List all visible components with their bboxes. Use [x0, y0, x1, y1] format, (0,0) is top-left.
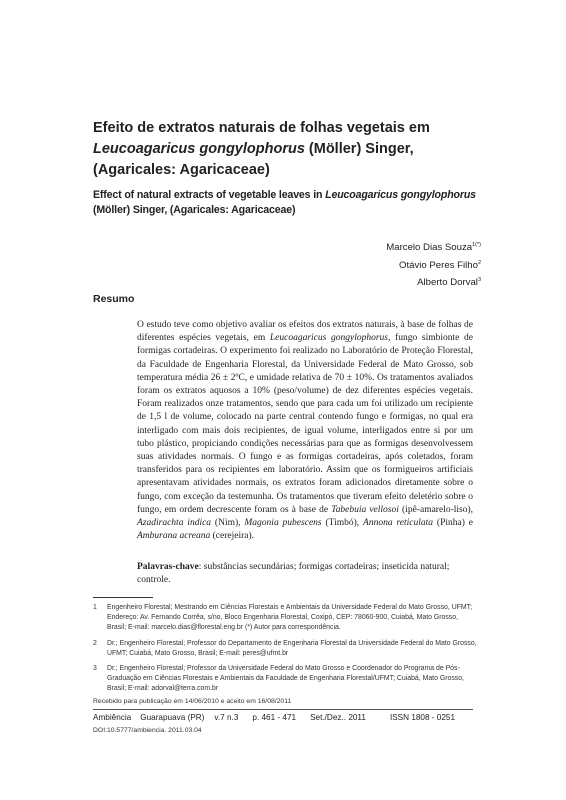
footnote-item [93, 603, 478, 634]
species-name: Tabebuia vellosoi [331, 504, 399, 515]
received-date-note: Recebido para publicação em 14/06/2010 e aceito em 16/08/2011 [93, 698, 292, 705]
footnote-item [93, 664, 478, 695]
footnote-text: Dr.; Engenheiro Florestal; Professor do Departamento de Engenharia Florestal da Universidade Federal do Mato Grosso, UFMT; Cuiabá, Mato Grosso, Brasil; E-mail: peres@ufmt.br [107, 639, 477, 657]
footnote-text: Dr.; Engenheiro Florestal; Professor da Universidade Federal do Mato Grosso e Coordenador do Programa de Pós-Graduação em Ciências Florestais e Ambientais da Faculdade de Engenharia Florestal/UFMT; Cuiabá, Mato Grosso, Brasil; E-mail: adorval@terra.com.br [107, 665, 464, 693]
footnote-number: 1 [93, 604, 97, 611]
species-name: Magonia pubescens [244, 518, 322, 529]
section-heading-resumo: Resumo [93, 293, 135, 305]
footnote-number: 2 [93, 639, 97, 647]
author-affiliation-mark: 1(*) [472, 242, 481, 248]
footer-divider [93, 709, 473, 710]
journal-citation-bar [93, 713, 473, 722]
author-list [261, 238, 481, 291]
footnote-text: Engenheiro Florestal; Mestrando em Ciências Florestais e Ambientais da Universidade Federal do Mato Grosso, UFMT; Endereço: Av. Fernando Corrêa, s/no, Bloco Engenharia Florestal, Coxipó, CEP: 78060-900, Cuiabá, Mato Grosso, Brasil; E-mail: marcelo.dias@florestal.eng.br (*) Autor para correspondência. [107, 604, 472, 632]
title-pt-part1: Efeito de extratos naturais de folhas vegetais em [93, 120, 430, 136]
keywords-list: : substâncias secundárias; formigas cortadeiras; inseticida natural; controle. [137, 562, 450, 586]
author-item: Alberto Dorval$^3$ [417, 277, 481, 288]
journal-pages: p. 461 - 471 [252, 713, 297, 722]
author-item: Marcelo Dias Souza$^{1(*)}$ [386, 242, 481, 253]
title-en-part1: Effect of natural extracts of vegetable leaves in [93, 189, 326, 201]
author-affiliation-mark: 2 [477, 259, 481, 266]
abstract-body: O estudo teve como objetivo avaliar os efeitos dos extratos naturais, à base de folhas de diferentes espécies vegetais, em Leucoagaricus gongylophorus, fungo simbionte de formigas cortadeiras. O experimento foi realizado no Laboratório de Proteção Florestal, da Faculdade de Engenharia Florestal, da Universidade Federal de Mato Grosso, sob temperatura média 26 ± 2ºC, e umidade relativa de 70 ± 10%. Os tratamentos avaliados foram os extratos aquosos a 10% (peso/volume) de dez diferentes espécies vegetais. Foram realizados onze tratamentos, sendo que para cada um foi utilizado um recipiente de 1,5 l de volume, colocado na parte central contendo fungo e formigas, no qual era interligado com mais dois recipientes, de igual volume, interligados entre si por um tubo plástico, propiciando condições necessárias para que as formigas desenvolvessem suas atividades normais. O fungo e as formigas cortadeiras, após coletados, foram transferidos para os recipientes em laboratório. Assim que os formigueiros artificiais apresentavam atividades normais, os extratos foram adicionados diretamente sobre o fungo, com exceção da testemunha. Os tratamentos que tiveram efeito deletério sobre o fungo, em ordem decrescente foram os à base de Tabebuia vellosoi (ipê-amarelo-liso), Azadirachta indica (Nim), Magonia pubescens (Timbó), Annona reticulata (Pinha) e Amburana acreana (cerejeira). [137, 320, 473, 542]
journal-name: Ambiência [93, 713, 132, 722]
species-name: Azadirachta indica [137, 518, 212, 529]
keywords [137, 561, 473, 587]
title-en-part2: (Möller) Singer, (Agaricales: Agaricaceae) [93, 204, 296, 216]
footnote-item [93, 639, 478, 659]
journal-volume: v.7 n.3 [214, 713, 239, 722]
title-pt-part2: (Möller) Singer, (Agaricales: Agaricaceae) [93, 141, 414, 178]
species-name: Annona reticulata [363, 518, 434, 529]
journal-city: Guarapuava (PR) [140, 713, 205, 722]
author-item: Otávio Peres Filho$^2$ [399, 259, 481, 271]
footnotes [93, 603, 478, 700]
title-pt-species: Leucoagaricus gongylophorus [93, 141, 305, 157]
keywords-label: Palavras-chave [137, 562, 199, 572]
author-affiliation-mark: 3 [477, 277, 481, 283]
footnote-divider [93, 597, 153, 598]
title-en-species: Leucoagaricus gongylophorus [325, 189, 476, 201]
article-title-en [93, 188, 513, 218]
species-name: Amburana acreana [137, 531, 211, 542]
doi: DOI:10.5777/ambiencia. 2011.03.04 [93, 727, 202, 734]
footnote-number: 3 [93, 665, 97, 673]
journal-issn: ISSN 1808 - 0251 [389, 713, 456, 722]
article-title-pt [93, 118, 483, 181]
journal-date: Set./Dez.. 2011 [310, 713, 366, 722]
species-name: Leucoagaricus gongylophorus [269, 333, 389, 344]
